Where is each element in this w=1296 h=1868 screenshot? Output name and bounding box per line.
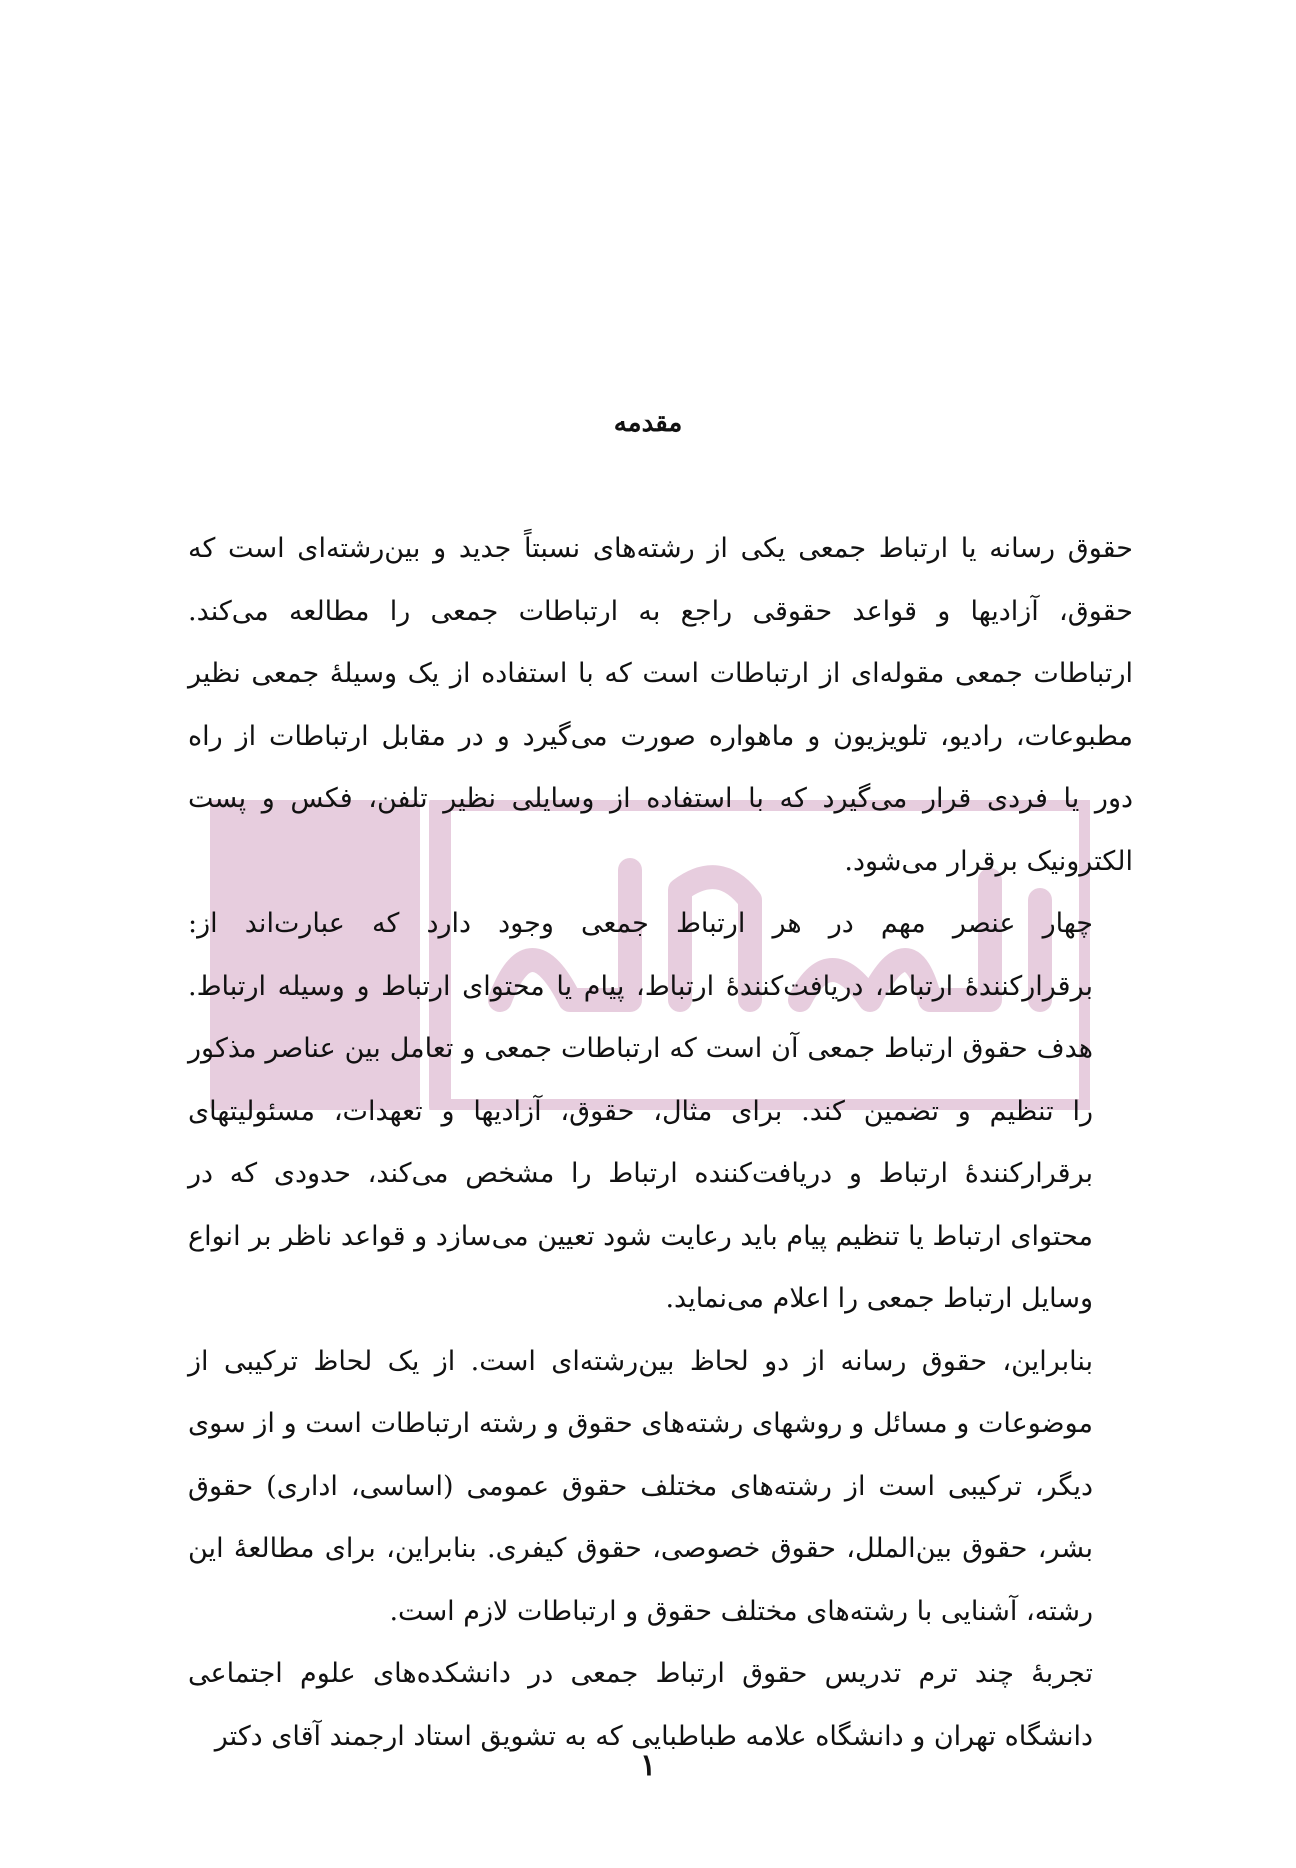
text-line: چهار عنصر مهم در هر ارتباط جمعی وجود دارد که عبارت‌اند از: xyxy=(188,908,1093,939)
text-line: ارتباطات جمعی مقوله‌ای از ارتباطات است که با استفاده از یک وسیلهٔ جمعی نظیر xyxy=(188,658,1133,689)
text-line: حقوق، آزادیها و قواعد حقوقی راجع به ارتباطات جمعی را مطالعه می‌کند. xyxy=(188,595,1133,627)
text-line: حقوق رسانه یا ارتباط جمعی یکی از رشته‌های نسبتاً جدید و بین‌رشته‌ای است که xyxy=(188,533,1133,564)
paragraph xyxy=(188,1331,1133,1644)
text-line: هدف حقوق ارتباط جمعی آن است که ارتباطات جمعی و تعامل بین عناصر مذکور xyxy=(188,1033,1093,1064)
text-line: بشر، حقوق بین‌الملل، حقوق خصوصی، حقوق کیفری. بنابراین، برای مطالعهٔ این xyxy=(188,1533,1093,1564)
page-title: مقدمه xyxy=(613,408,683,438)
text-line: دانشگاه تهران و دانشگاه علامه طباطبایی که به تشویق استاد ارجمند آقای دکتر xyxy=(214,1720,1093,1752)
paragraph xyxy=(188,518,1133,893)
text-line: را تنظیم و تضمین کند. برای مثال، حقوق، آزادیها و تعهدات، مسئولیتهای xyxy=(188,1095,1093,1127)
text-line: دیگر، ترکیبی است از رشته‌های مختلف حقوق عمومی (اساسی، اداری) حقوق xyxy=(188,1470,1093,1502)
page-number: ۱ xyxy=(639,1748,657,1783)
text-line: رشته، آشنایی با رشته‌های مختلف حقوق و ارتباطات لازم است. xyxy=(389,1595,1093,1627)
text-line: برقرارکنندهٔ ارتباط، دریافت‌کنندهٔ ارتباط، پیام یا محتوای ارتباط و وسیله ارتباط. xyxy=(188,970,1093,1002)
text-line: وسایل ارتباط جمعی را اعلام می‌نماید. xyxy=(665,1283,1093,1314)
text-line: موضوعات و مسائل و روشهای رشته‌های حقوق و رشته ارتباطات است و از سوی xyxy=(188,1408,1093,1439)
paragraph xyxy=(188,893,1133,1331)
text-line: بنابراین، حقوق رسانه از دو لحاظ بین‌رشته‌ای است. از یک لحاظ ترکیبی از xyxy=(188,1345,1093,1377)
document-body xyxy=(188,518,1133,1768)
text-line: دور یا فردی قرار می‌گیرد که با استفاده از وسایلی نظیر تلفن، فکس و پست xyxy=(188,783,1133,814)
text-line: الکترونیک برقرار می‌شود. xyxy=(844,845,1133,877)
text-line: مطبوعات، رادیو، تلویزیون و ماهواره صورت می‌گیرد و در مقابل ارتباطات از راه xyxy=(188,720,1133,752)
text-line: تجربهٔ چند ترم تدریس حقوق ارتباط جمعی در دانشکده‌های علوم اجتماعی xyxy=(188,1658,1093,1689)
text-line: برقرارکنندهٔ ارتباط و دریافت‌کننده ارتباط را مشخص می‌کند، حدودی که در xyxy=(188,1158,1093,1189)
text-line: محتوای ارتباط یا تنظیم پیام باید رعایت شود تعیین می‌سازد و قواعد ناظر بر انواع xyxy=(188,1220,1093,1252)
